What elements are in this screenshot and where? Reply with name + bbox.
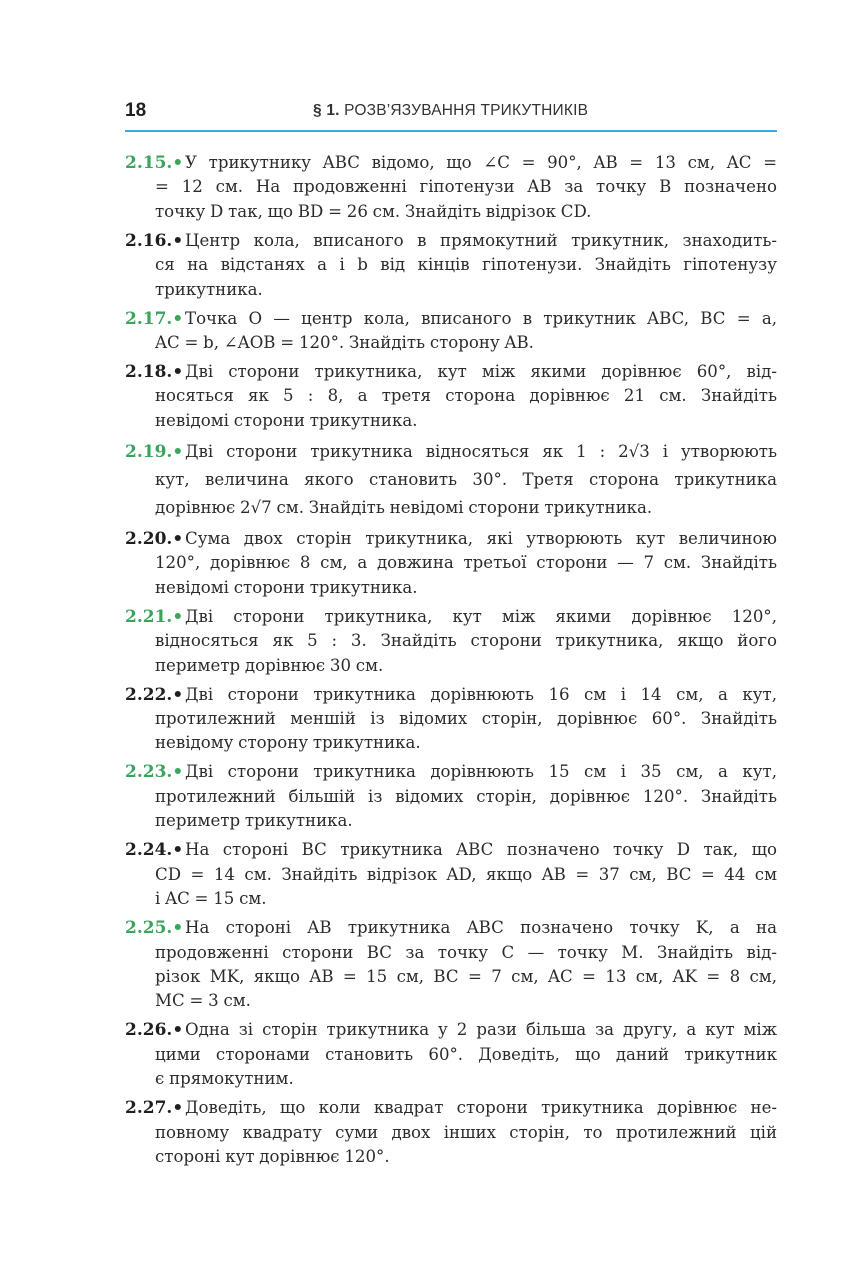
problem-number: 2.27.• — [125, 1098, 184, 1119]
problem-text-line: Дві сторони трикутника, кут між якими дорівнює 60°, від- — [185, 362, 777, 382]
problem-text-line: протилежний більшій із відомих сторін, дорівнює 120°. Знайдіть — [155, 786, 777, 806]
problem-text-line: протилежний меншій із відомих сторін, дорівнює 60°. Знайдіть — [155, 709, 777, 729]
problem-item — [125, 916, 777, 1014]
problem-text-line: невідомі сторони трикутника. — [155, 410, 418, 430]
problem-text-line: 120°, дорівнює 8 см, а довжина третьої сторони — 7 см. Знайдіть — [155, 553, 777, 573]
problem-text-line: периметр трикутника. — [155, 811, 353, 831]
section-symbol: § 1. — [313, 102, 340, 119]
problem-number: 2.25.• — [125, 918, 184, 939]
problem-text-line: Дві сторони трикутника дорівнюють 16 см і 14 см, а кут, — [185, 684, 777, 704]
problem-text-line: На стороні AB трикутника ABC позначено точку K, а на — [185, 918, 777, 938]
problem-text-line: невідомі сторони трикутника. — [155, 577, 418, 597]
running-title — [313, 102, 588, 120]
problem-number: 2.15.• — [125, 153, 184, 173]
problem-text-line: На стороні BC трикутника ABC позначено точку D так, що — [185, 840, 777, 860]
problem-number: 2.18.• — [125, 362, 184, 383]
problem-item — [125, 1096, 777, 1169]
problem-item — [125, 605, 777, 678]
problem-list — [125, 151, 777, 1174]
problem-text-line: і AC = 15 см. — [155, 889, 267, 909]
problem-text-line: AC = b, ∠AOB = 120°. Знайдіть сторону AB. — [155, 333, 534, 353]
problem-number: 2.24.• — [125, 840, 184, 861]
problem-text-line: є прямокутним. — [155, 1069, 294, 1089]
problem-number: 2.16.• — [125, 230, 184, 251]
problem-number: 2.22.• — [125, 684, 184, 705]
problem-text-line: MC = 3 см. — [155, 991, 251, 1011]
problem-text-line: кут, величина якого становить 30°. Третя сторона трикутника — [155, 470, 777, 490]
problem-item — [125, 683, 777, 756]
problem-item — [125, 307, 777, 356]
problem-item — [125, 838, 777, 911]
page-header — [125, 100, 777, 132]
problem-text-line: трикутника. — [155, 279, 263, 299]
problem-text-line: Дві сторони трикутника, кут між якими дорівнює 120°, — [185, 606, 777, 626]
problem-text-line: Сума двох сторін трикутника, які утворюють кут величиною — [185, 529, 777, 549]
problem-text-line: повному квадрату суми двох інших сторін, то протилежний цій — [155, 1122, 777, 1142]
problem-text-line: Центр кола, вписаного в прямокутний трикутник, знаходить- — [185, 230, 777, 250]
problem-text-line: невідому сторону трикутника. — [155, 733, 421, 753]
problem-item — [125, 151, 777, 224]
problem-number: 2.26.• — [125, 1020, 184, 1041]
problem-text-line: периметр дорівнює 30 см. — [155, 655, 384, 675]
problem-item — [125, 527, 777, 600]
problem-text-line: носяться як 5 : 8, а третя сторона дорівнює 21 см. Знайдіть — [155, 386, 777, 406]
problem-text-line: CD = 14 см. Знайдіть відрізок AD, якщо AB = 37 см, BC = 44 см — [155, 864, 777, 884]
problem-number: 2.23.• — [125, 762, 184, 783]
section-title: РОЗВ’ЯЗУВАННЯ ТРИКУТНИКІВ — [344, 102, 589, 119]
problem-text-line: відносяться як 5 : 3. Знайдіть сторони трикутника, якщо його — [155, 631, 777, 651]
problem-text-line: стороні кут дорівнює 120°. — [155, 1146, 390, 1166]
problem-number: 2.21.• — [125, 606, 184, 627]
problem-item — [125, 229, 777, 302]
problem-text-line: Дві сторони трикутника відносяться як 1 : 2√3 і утворюють — [185, 441, 777, 461]
problem-number: 2.20.• — [125, 529, 184, 550]
problem-item — [125, 438, 777, 523]
problem-text-line: точку D так, що BD = 26 см. Знайдіть відрізок CD. — [155, 201, 592, 221]
problem-text-line: Точка O — центр кола, вписаного в трикутник ABC, BC = a, — [185, 308, 777, 328]
page-number: 18 — [125, 100, 147, 121]
problem-text-line: У трикутнику ABC відомо, що ∠C = 90°, AB = 13 см, AC = — [185, 153, 777, 172]
problem-text-line: Доведіть, що коли квадрат сторони трикутника дорівнює не- — [185, 1098, 777, 1118]
problem-text-line: Одна зі сторін трикутника у 2 рази більша за другу, а кут між — [185, 1020, 777, 1040]
problem-item — [125, 760, 777, 833]
problem-text-line: цими сторонами становить 60°. Доведіть, що даний трикутник — [155, 1044, 777, 1064]
problem-text-line: Дві сторони трикутника дорівнюють 15 см і 35 см, а кут, — [185, 762, 777, 782]
problem-item — [125, 1018, 777, 1091]
problem-text-line: різок MK, якщо AB = 15 см, BC = 7 см, AC = 13 см, AK = 8 см, — [155, 966, 777, 986]
problem-text-line: продовженні сторони BC за точку C — точку M. Знайдіть від- — [155, 942, 777, 962]
problem-text-line: = 12 см. На продовженні гіпотенузи AB за точку B позначено — [155, 177, 777, 197]
problem-number: 2.19.• — [125, 441, 184, 462]
problem-text-line: ся на відстанях a і b від кінців гіпотенузи. Знайдіть гіпотенузу — [155, 255, 777, 275]
problem-number: 2.17.• — [125, 308, 184, 329]
problem-text-line: дорівнює 2√7 см. Знайдіть невідомі сторони трикутника. — [155, 498, 653, 518]
problem-item — [125, 360, 777, 433]
